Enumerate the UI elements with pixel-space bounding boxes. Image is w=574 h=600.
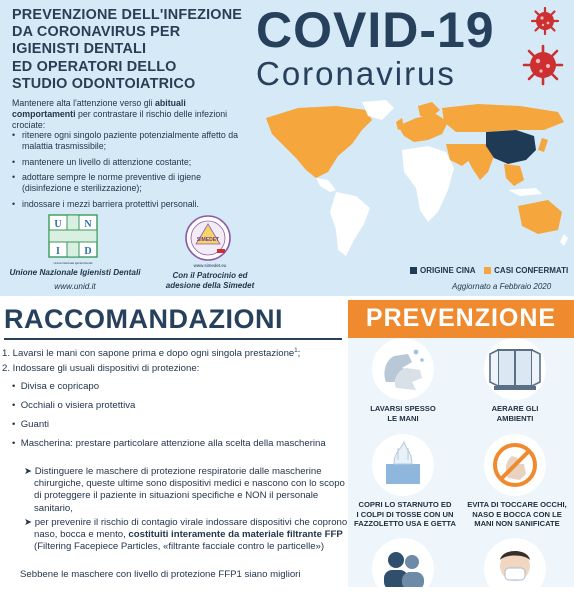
arrow-item-text: Distinguere le maschere di protezione respiratorie dalle mascherine chirurgiche, queste ultime sono dispositivi medici e nascono con lo scopo di proteggere il paziente in situazioni specifiche e NON il personale sanitario,	[34, 466, 345, 514]
prevention-label	[466, 404, 564, 423]
prevention-label	[350, 500, 460, 529]
continuation-text: Sebbene le maschere con livello di protezione FFP1 siano migliori	[20, 569, 301, 580]
legend-label: CASI CONFERMATI	[494, 266, 569, 275]
map-russia	[442, 104, 564, 132]
no-touch-icon	[484, 434, 546, 496]
map-new-zealand	[560, 234, 568, 246]
unid-url[interactable]: www.unid.it	[54, 282, 96, 291]
sub-item: • Occhiali o visiera protettiva	[12, 400, 136, 411]
map-africa	[402, 146, 454, 222]
title-line: STUDIO ODONTOIATRICO	[12, 75, 196, 92]
simedet-word: SIMEDET	[196, 237, 220, 243]
map-china	[486, 130, 536, 164]
map-north-america	[266, 106, 372, 178]
prevention-label-line: AERARE GLI	[491, 404, 539, 413]
virus-icon	[530, 6, 560, 36]
sub-item-text: Guanti	[20, 419, 49, 430]
map-uk	[396, 118, 404, 130]
raccomandazioni-heading: RACCOMANDAZIONI	[4, 304, 283, 334]
arrow-item: ➤ per prevenire il rischio di contagio virale indossare dispositivi che coprono naso, bocca e mento, costituiti interamente da materiale filtrante FFP (Filtering Facepiece Particles, «filtrante facciale contro le particelle»)	[24, 517, 348, 553]
unid-letter: N	[84, 219, 92, 230]
update-note: Aggiornato a Febbraio 2020	[452, 282, 552, 291]
map-europe	[398, 114, 448, 142]
list-item: • ritenere ogni singolo paziente potenzialmente affetto da malattia trasmissibile;	[12, 130, 248, 152]
window-icon	[484, 338, 546, 400]
sub-item-text: Mascherina: prestare particolare attenzione alla scelta della mascherina	[20, 438, 326, 449]
sub-item: • Mascherina: prestare particolare attenzione alla scelta della mascherina	[12, 438, 326, 449]
unid-letter: I	[56, 246, 60, 257]
title-line: DA CORONAVIRUS PER	[12, 24, 181, 41]
recommendation-text: 1. Lavarsi le mani con sapone prima e dopo ogni singola prestazione	[2, 348, 295, 360]
legend-label: ORIGINE CINA	[420, 266, 476, 275]
prevention-label-line: FAZZOLETTO USA E GETTA	[354, 519, 456, 529]
recommendation-text: ;	[297, 348, 301, 360]
arrow-item-bold: costituiti interamente da materiale filtrante FFP	[128, 529, 343, 541]
world-map	[258, 100, 570, 260]
map-indonesia	[508, 188, 542, 196]
title-line: IGIENISTI DENTALI	[12, 41, 147, 58]
covid-19-heading: COVID-19	[256, 2, 495, 58]
intro-text-part: Mantenere alta l'attenzione verso gli	[12, 98, 156, 108]
list-item: • adottare sempre le norme preventive di igiene (disinfezione e sterilizzazione);	[12, 172, 248, 194]
sub-item-text: Divisa e copricapo	[20, 381, 100, 392]
map-central-america	[316, 178, 336, 192]
arrow-item-text: per prevenire il rischio di contagio virale indossare dispositivi che coprono naso, bocca e mento,	[34, 517, 348, 541]
prevention-label-line: LE MANI	[387, 413, 419, 423]
infographic-title	[12, 7, 248, 93]
prevention-label-line: AMBIENTI	[496, 413, 534, 423]
map-south-america	[330, 192, 370, 256]
prevention-label-line: EVITA DI TOCCARE OCCHI,	[467, 500, 567, 509]
sub-item: • Divisa e copricapo	[12, 381, 100, 392]
prevention-label	[462, 500, 572, 529]
list-item: • indossare i mezzi barriera protettivi personali.	[12, 199, 248, 210]
top-banner	[0, 0, 574, 296]
intro-text-bold: abituali comportamenti	[12, 98, 186, 119]
title-line: PREVENZIONE DELL'INFEZIONE	[12, 7, 243, 23]
prevention-label-line: LAVARSI SPESSO	[370, 404, 436, 413]
prevention-label-line: COPRI LO STARNUTO ED	[358, 500, 452, 509]
unid-letter: D	[84, 246, 92, 257]
map-legend	[410, 266, 568, 275]
simedet-url[interactable]: www.simedet.eu	[193, 263, 227, 268]
divider	[4, 338, 342, 340]
sub-item-text: Occhiali o visiera protettiva	[20, 400, 136, 411]
patrocinio-text	[150, 271, 270, 291]
recommendation-item: 2. Indossare gli usuali dispositivi di protezione:	[2, 363, 200, 374]
arrow-item-text: (Filtering Facepiece Particles, «filtrante facciale contro le particelle»)	[34, 541, 325, 553]
title-line: ED OPERATORI DELLO	[12, 58, 177, 75]
prevention-label	[354, 404, 452, 423]
legend-swatch-confirmed	[484, 267, 491, 274]
patrocinio-line: Con il Patrocinio ed	[172, 271, 248, 280]
virus-icon	[522, 44, 564, 86]
prevention-label-line: NASO E BOCCA CON LE	[472, 509, 562, 519]
face-mask-icon	[484, 538, 546, 587]
footnote-mark: 1	[294, 348, 298, 354]
coronavirus-heading: Coronavirus	[256, 55, 456, 92]
hand-washing-icon	[372, 338, 434, 400]
unid-logo	[48, 214, 98, 266]
recommendation-item	[2, 345, 300, 360]
prevention-label-line: I COLPI DI TOSSE CON UN	[356, 509, 454, 519]
simedet-logo	[184, 214, 232, 262]
sub-item: • Guanti	[12, 419, 49, 430]
unid-tiny-caption: Unione Nazionale Igienisti Dentali	[53, 262, 93, 265]
unid-name: Unione Nazionale Igienisti Dentali	[9, 268, 141, 277]
legend-swatch-origin	[410, 267, 417, 274]
tissue-box-icon	[372, 434, 434, 496]
prevention-label-line: MANI NON SANIFICATE	[474, 519, 560, 529]
unid-letter: U	[54, 219, 62, 230]
prevenzione-heading: PREVENZIONE	[365, 304, 557, 332]
list-item: • mantenere un livello di attenzione costante;	[12, 157, 248, 168]
map-se-asia	[504, 164, 524, 186]
arrow-item: ➤ Distinguere le maschere di protezione respiratorie dalle mascherine chirurgiche, queste ultime sono dispositivi medici e nascono con lo scopo di proteggere il paziente in situazioni specifiche e NON il personale sanitario,	[24, 466, 345, 514]
intro-text	[12, 98, 250, 131]
patrocinio-line: adesione della Simedet	[165, 281, 255, 290]
map-australia	[518, 200, 562, 234]
intro-text-part: per contrastare il rischio delle infezioni crociate:	[12, 109, 228, 130]
intro-bullet-list	[12, 130, 248, 215]
map-japan	[538, 138, 548, 152]
people-icon	[372, 538, 434, 587]
